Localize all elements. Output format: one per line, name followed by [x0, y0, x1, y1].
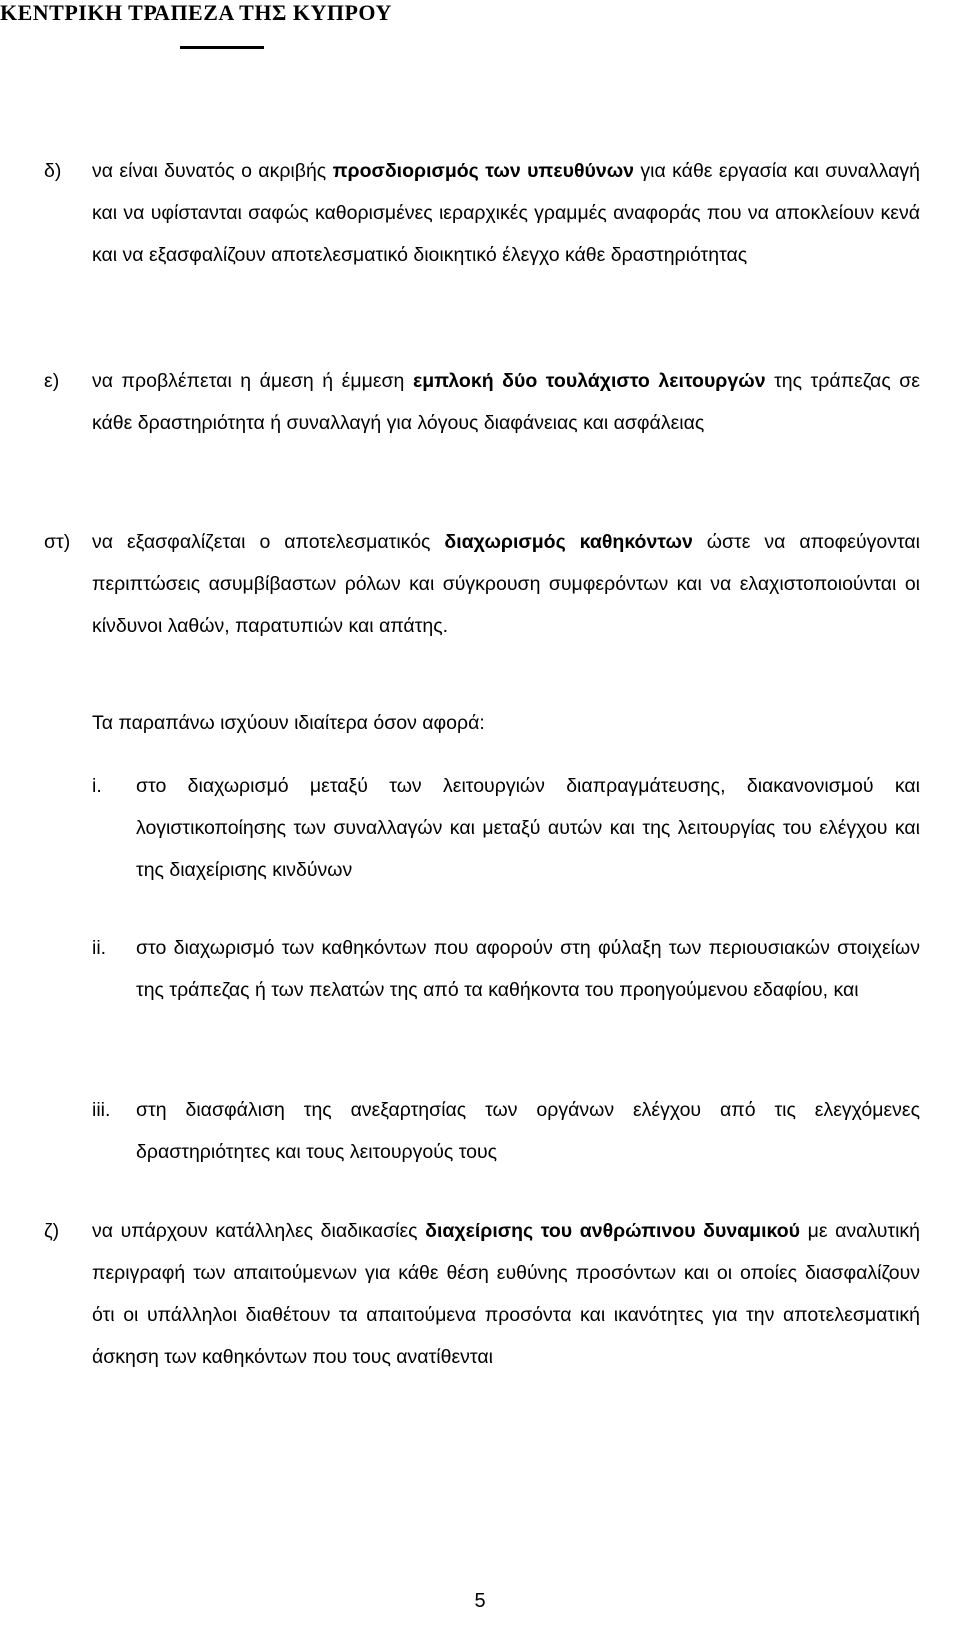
clause-d: [44, 150, 920, 276]
subitem-i: [92, 765, 920, 891]
subitem-label: iii.: [92, 1099, 111, 1121]
header-underline: [180, 46, 264, 49]
clause-label: δ): [44, 160, 62, 182]
intro-text: Τα παραπάνω ισχύουν ιδιαίτερα όσον αφορά:: [92, 712, 485, 734]
subitem-label: ii.: [92, 937, 107, 959]
clause-text: [92, 521, 920, 647]
subitem-text: στο διαχωρισμό των καθηκόντων που αφορούν στη φύλαξη των περιουσιακών στοιχείων της τράπεζας ή των πελατών της από τα καθήκοντα του προηγούμενου εδαφίου, και: [136, 937, 920, 1001]
clause-e: [44, 360, 920, 444]
clause-text-pre: να εξασφαλίζεται ο αποτελεσματικός: [92, 531, 445, 553]
subitem-text: στο διαχωρισμό μεταξύ των λειτουργιών διαπραγμάτευσης, διακανονισμού και λογιστικοποίησης των συναλλαγών και μεταξύ αυτών και της λειτουργίας του ελέγχου και της διαχείρισης κινδύνων: [136, 775, 920, 881]
clause-label: στ): [44, 531, 71, 553]
subitem-iii: [92, 1089, 920, 1173]
clause-text-bold: διαχωρισμός καθηκόντων: [444, 531, 693, 553]
subitem-label: i.: [92, 775, 102, 797]
clause-text-post: για κάθε εργασία και συναλλαγή και να υφίστανται σαφώς καθορισμένες ιεραρχικές γραμμές αναφοράς που να αποκλείουν κενά και να εξασφαλίζουν αποτελεσματικό διοικητικό έλεγχο κάθε δραστηριότητας: [92, 160, 921, 266]
clause-text-bold: εμπλοκή δύο τουλάχιστο λειτουργών: [412, 370, 766, 392]
clause-text-pre: να είναι δυνατός ο ακριβής: [92, 160, 333, 182]
page-number: 5: [474, 1590, 486, 1612]
page-header: [0, 0, 392, 26]
clause-text: [92, 150, 920, 276]
clause-text: [92, 360, 920, 444]
clause-label: ε): [44, 370, 60, 392]
clause-text-pre: να υπάρχουν κατάλληλες διαδικασίες: [92, 1220, 426, 1242]
clause-text-post: της τράπεζας σε κάθε δραστηριότητα ή συναλλαγή για λόγους διαφάνειας και ασφάλειας: [92, 370, 920, 434]
clause-label: ζ): [44, 1220, 60, 1242]
clause-z: [44, 1210, 920, 1378]
clause-st: [44, 521, 920, 647]
clause-text: [92, 1210, 920, 1378]
subitem-text: στη διασφάλιση της ανεξαρτησίας των οργάνων ελέγχου από τις ελεγχόμενες δραστηριότητες και τους λειτουργούς τους: [136, 1099, 920, 1163]
clause-text-bold: διαχείρισης του ανθρώπινου δυναμικού: [425, 1220, 801, 1242]
clause-text-bold: προσδιορισμός των υπευθύνων: [332, 160, 635, 182]
subitem-ii: [92, 927, 920, 1011]
clause-text-pre: να προβλέπεται η άμεση ή έμμεση: [92, 370, 413, 392]
header-title: ΚΕΝΤΡΙΚΗ ΤΡΑΠΕΖΑ ΤΗΣ ΚΥΠΡΟΥ: [0, 0, 392, 25]
clause-text-post: ώστε να αποφεύγονται περιπτώσεις ασυμβίβαστων ρόλων και σύγκρουση συμφερόντων και να ελαχιστοποιούνται οι κίνδυνοι λαθών, παρατυπιών και απάτης.: [92, 531, 920, 637]
clause-text-post: με αναλυτική περιγραφή των απαιτούμενων για κάθε θέση ευθύνης προσόντων και οι οποίες διασφαλίζουν ότι οι υπάλληλοι διαθέτουν τα απαιτούμενα προσόντα και ικανότητες για την αποτελεσματική άσκηση των καθηκόντων που τους ανατίθενται: [92, 1220, 921, 1368]
